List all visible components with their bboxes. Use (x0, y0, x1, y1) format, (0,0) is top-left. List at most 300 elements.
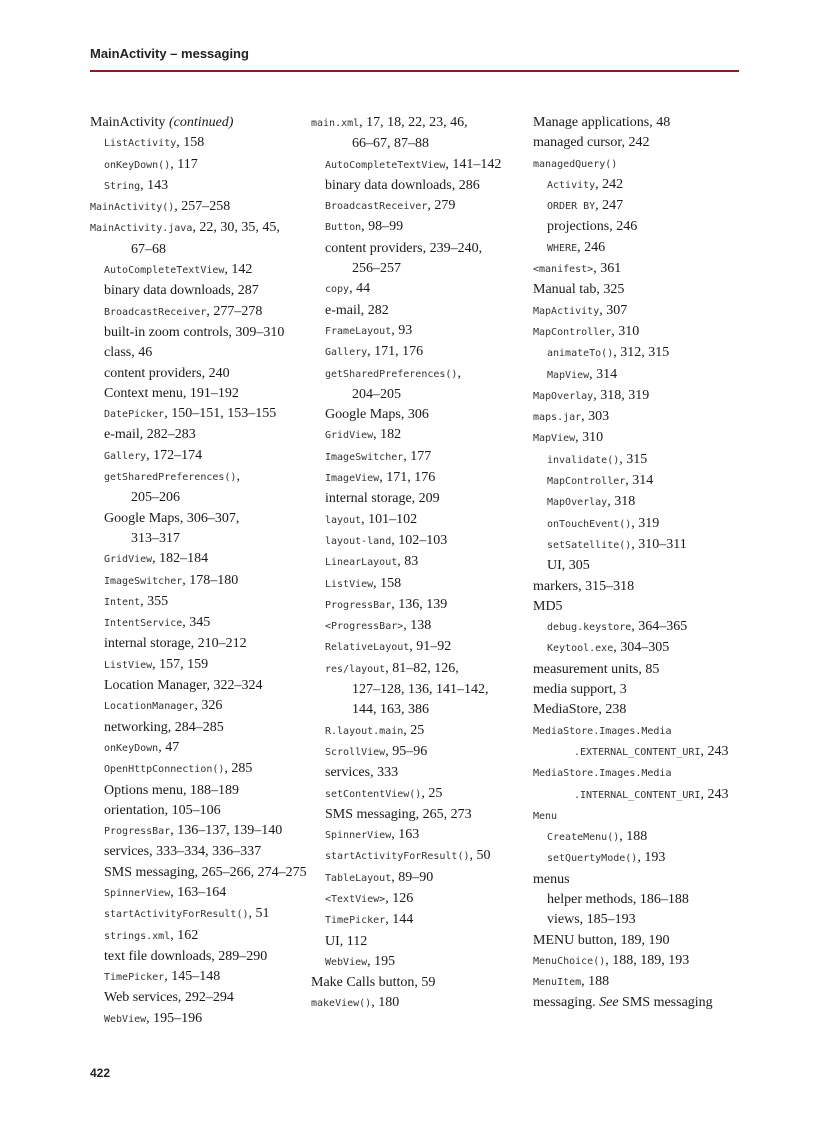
index-entry (311, 321, 531, 342)
index-entry (90, 926, 310, 947)
index-column-3 (533, 113, 739, 1014)
index-text: e-mail, 282–283 (104, 427, 196, 443)
index-entry (90, 759, 310, 780)
code-term: R.layout.main (325, 725, 404, 737)
index-entry (90, 863, 310, 883)
code-term: LocationManager (104, 701, 195, 713)
code-term: ProgressBar (104, 826, 171, 838)
code-term: AutoCompleteTextView (104, 265, 225, 277)
index-text: , 246 (577, 239, 606, 255)
index-text: SMS messaging, 265, 273 (325, 806, 472, 822)
index-text: , 25 (403, 722, 425, 738)
index-entry (311, 742, 531, 763)
index-entry (90, 947, 310, 967)
index-entry (533, 910, 739, 930)
index-text: , 314 (625, 473, 654, 489)
index-text: MainActivity (90, 115, 169, 130)
code-term: strings.xml (104, 930, 171, 942)
code-term: layout-land (325, 535, 392, 547)
index-text: , 188, 189, 193 (605, 952, 690, 968)
index-entry (311, 595, 531, 616)
index-text: , 247 (595, 198, 624, 214)
index-entry (533, 259, 739, 280)
code-term: DatePicker (104, 409, 165, 421)
index-entry (90, 1009, 310, 1030)
index-entry (311, 784, 531, 805)
index-entry (90, 509, 310, 529)
code-term: ListView (325, 578, 374, 590)
index-entry (533, 721, 739, 742)
index-text: , (236, 469, 240, 485)
code-term: res/layout (325, 663, 386, 675)
index-entry (311, 574, 531, 595)
index-entry (90, 260, 310, 281)
index-entry (311, 113, 531, 134)
code-term: <ProgressBar> (325, 621, 404, 633)
index-text: helper methods, 186–188 (547, 891, 689, 907)
index-entry (90, 529, 310, 549)
index-text: , 95–96 (385, 743, 428, 759)
code-term: animateTo() (547, 348, 614, 360)
index-text: , 242 (595, 176, 624, 192)
code-term: MediaStore.Images.Media (533, 725, 672, 737)
index-text: , 314 (589, 366, 618, 382)
index-entry (311, 155, 531, 176)
code-term: MenuItem (533, 977, 582, 989)
index-entry (533, 217, 739, 237)
index-text: , 180 (371, 995, 400, 1011)
index-entry (533, 301, 739, 322)
index-text: Manual tab, 325 (533, 282, 625, 298)
code-term: MapView (547, 369, 590, 381)
index-text: , 195–196 (146, 1010, 203, 1026)
index-entry (533, 700, 739, 720)
index-entry (90, 425, 310, 445)
index-text: , 50 (469, 848, 491, 864)
index-text: , 364–365 (631, 619, 688, 635)
index-entry (533, 638, 739, 659)
index-entry (311, 805, 531, 825)
index-entry (90, 801, 310, 821)
code-term: TimePicker (104, 972, 165, 984)
index-column-1 (90, 113, 310, 1030)
index-text: UI, 305 (547, 558, 590, 574)
index-entry (90, 738, 310, 759)
index-text: 256–257 (352, 261, 401, 277)
index-text: , 150–151, 153–155 (164, 406, 277, 422)
index-entry (311, 659, 531, 680)
code-term: MediaStore.Images.Media (533, 768, 672, 780)
index-text: menus (533, 871, 570, 887)
index-entry (533, 597, 739, 617)
index-text: , 326 (194, 698, 223, 714)
code-term: setQuertyMode() (547, 853, 638, 865)
index-text: orientation, 105–106 (104, 802, 221, 818)
index-text: MediaStore, 238 (533, 702, 627, 718)
index-entry (533, 175, 739, 196)
index-entry (311, 721, 531, 742)
index-text: , 102–103 (391, 532, 448, 548)
index-entry (311, 932, 531, 952)
index-entry (90, 488, 310, 508)
index-text: , 101–102 (361, 511, 418, 527)
index-text: , 361 (593, 261, 622, 277)
code-term: onKeyDown (104, 742, 159, 754)
index-entry (311, 405, 531, 425)
index-entry (533, 407, 739, 428)
index-entry (90, 343, 310, 363)
index-entry (311, 510, 531, 531)
index-text: , 303 (581, 409, 610, 425)
index-entry (533, 763, 739, 784)
index-text: , 162 (170, 927, 199, 943)
index-entry (90, 384, 310, 404)
index-text: media support, 3 (533, 682, 627, 698)
index-text: , 158 (373, 575, 402, 591)
code-term: BroadcastReceiver (104, 306, 207, 318)
index-entry (533, 742, 739, 763)
index-entry (311, 910, 531, 931)
code-term: getSharedPreferences() (325, 368, 458, 380)
code-term: MapView (533, 433, 576, 445)
index-entry (533, 514, 739, 535)
index-text: 67–68 (131, 241, 166, 257)
index-entry (311, 468, 531, 489)
index-text: 313–317 (131, 530, 180, 546)
index-entry (311, 489, 531, 509)
index-entry (90, 218, 310, 239)
index-text: , 47 (158, 739, 180, 755)
index-entry (90, 676, 310, 696)
code-term: onTouchEvent() (547, 518, 632, 530)
index-entry (311, 889, 531, 910)
index-entry (533, 890, 739, 910)
index-text: , 89–90 (391, 869, 434, 885)
index-entry (311, 680, 531, 700)
index-text: UI, 112 (325, 933, 368, 949)
index-text: views, 185–193 (547, 912, 636, 928)
index-entry (533, 386, 739, 407)
code-term: OpenHttpConnection() (104, 764, 225, 776)
code-term: WebView (325, 956, 368, 968)
page-number: 422 (90, 1066, 111, 1080)
index-entry (311, 279, 531, 300)
index-entry (533, 196, 739, 217)
running-head: MainActivity – messaging (90, 46, 249, 61)
code-term: MapController (547, 476, 626, 488)
index-entry (533, 535, 739, 556)
index-entry (311, 763, 531, 783)
index-entry (311, 342, 531, 363)
index-text: services, 333–334, 336–337 (104, 844, 262, 860)
index-text: , 315 (619, 451, 648, 467)
index-text: Google Maps, 306 (325, 407, 429, 423)
index-entry (90, 718, 310, 738)
index-text: , 318 (607, 494, 636, 510)
index-entry (311, 364, 531, 385)
index-entry (311, 301, 531, 321)
index-text: , 136–137, 139–140 (170, 823, 283, 839)
index-text: class, 46 (104, 345, 153, 361)
index-text: Web services, 292–294 (104, 990, 234, 1006)
index-entry (533, 343, 739, 364)
index-text: See (599, 995, 619, 1011)
index-text: , 312, 315 (613, 345, 670, 361)
index-text: , 98–99 (361, 219, 404, 235)
index-entry (311, 134, 531, 154)
index-entry (533, 450, 739, 471)
index-entry (533, 577, 739, 597)
code-term: maps.jar (533, 412, 582, 424)
index-text: Manage applications, 48 (533, 115, 671, 130)
code-term: Gallery (325, 347, 368, 359)
code-term: ListActivity (104, 138, 177, 150)
index-text: Make Calls button, 59 (311, 975, 436, 991)
index-entry (90, 281, 310, 301)
index-text: , 25 (421, 785, 443, 801)
code-term: MapOverlay (533, 390, 594, 402)
code-term: ListView (104, 659, 153, 671)
index-text: , 44 (349, 281, 371, 297)
index-entry (533, 428, 739, 449)
index-entry (311, 846, 531, 867)
code-term: ImageSwitcher (104, 575, 183, 587)
index-text: SMS messaging (618, 995, 713, 1011)
index-entry (533, 154, 739, 175)
index-entry (533, 556, 739, 576)
code-term: getSharedPreferences() (104, 472, 237, 484)
index-text: , 141–142 (445, 156, 502, 172)
index-text: Google Maps, 306–307, (104, 510, 240, 526)
index-entry (90, 904, 310, 925)
index-entry (90, 197, 310, 218)
code-term: GridView (325, 430, 374, 442)
index-text: internal storage, 209 (325, 491, 440, 507)
code-term: RelativeLayout (325, 642, 410, 654)
code-term: setSatellite() (547, 539, 632, 551)
index-text: SMS messaging, 265–266, 274–275 (104, 864, 307, 880)
index-entry (311, 868, 531, 889)
index-text: , 182–184 (152, 551, 209, 567)
code-term: GridView (104, 554, 153, 566)
index-entry (90, 821, 310, 842)
index-entry (90, 967, 310, 988)
index-entry (533, 870, 739, 890)
index-text: , 81–82, 126, (385, 660, 459, 676)
index-text: , 310 (575, 430, 604, 446)
index-text: , 51 (248, 906, 270, 922)
index-entry (90, 404, 310, 425)
header-rule (90, 70, 739, 72)
index-entry (311, 239, 531, 259)
index-text: , 277–278 (206, 303, 263, 319)
index-entry (90, 549, 310, 570)
code-term: Keytool.exe (547, 643, 614, 655)
index-text: measurement units, 85 (533, 661, 660, 677)
index-entry (533, 993, 739, 1013)
index-entry (311, 217, 531, 238)
code-term: .INTERNAL_CONTENT_URI (574, 789, 701, 801)
code-term: Intent (104, 596, 141, 608)
index-text: , 188 (581, 974, 610, 990)
index-entry (90, 696, 310, 717)
index-entry (311, 825, 531, 846)
index-text: , 143 (140, 177, 169, 193)
code-term: MapController (533, 326, 612, 338)
index-text: 144, 163, 386 (352, 702, 429, 718)
index-entry (311, 973, 531, 993)
code-term: AutoCompleteTextView (325, 159, 446, 171)
index-entry (90, 655, 310, 676)
index-entry (311, 637, 531, 658)
index-text: binary data downloads, 286 (325, 177, 480, 193)
index-text: , 83 (397, 554, 419, 570)
code-term: ProgressBar (325, 599, 392, 611)
index-entry (533, 848, 739, 869)
index-column-2 (311, 113, 531, 1015)
index-entry (533, 471, 739, 492)
index-entry (533, 951, 739, 972)
code-term: MainActivity.java (90, 223, 193, 235)
code-term: Button (325, 222, 362, 234)
index-text: markers, 315–318 (533, 578, 635, 594)
index-text: (continued) (168, 115, 234, 130)
index-entry (311, 425, 531, 446)
index-text: , 257–258 (174, 199, 231, 215)
code-term: WebView (104, 1013, 147, 1025)
index-text: , 243 (700, 786, 729, 802)
index-entry (311, 616, 531, 637)
index-entry (90, 302, 310, 323)
index-entry (311, 385, 531, 405)
code-term: MenuChoice() (533, 955, 606, 967)
index-text: , 193 (637, 850, 666, 866)
index-entry (90, 446, 310, 467)
index-text: , 310–311 (631, 536, 687, 552)
index-text: , 17, 18, 22, 23, 46, (359, 115, 468, 130)
index-entry (533, 492, 739, 513)
index-text: , 178–180 (182, 572, 239, 588)
code-term: onKeyDown() (104, 159, 171, 171)
index-text: , 144 (385, 912, 414, 928)
index-text: , 177 (403, 448, 432, 464)
index-text: , 126 (385, 890, 414, 906)
code-term: ORDER BY (547, 201, 596, 213)
index-text: , 172–174 (146, 447, 203, 463)
index-text: , 182 (373, 427, 402, 443)
index-text: projections, 246 (547, 219, 638, 235)
index-entry (311, 993, 531, 1014)
code-term: managedQuery() (533, 158, 618, 170)
index-entry (90, 883, 310, 904)
index-text: , 138 (403, 618, 432, 634)
index-text: , 307 (599, 302, 628, 318)
code-term: ScrollView (325, 746, 386, 758)
index-text: networking, 284–285 (104, 719, 224, 735)
index-entry (533, 365, 739, 386)
code-term: main.xml (311, 118, 360, 129)
index-text: , 188 (619, 829, 648, 845)
code-term: String (104, 180, 141, 192)
code-term: TimePicker (325, 915, 386, 927)
index-text: 66–67, 87–88 (352, 136, 429, 152)
index-text: , 93 (391, 322, 413, 338)
index-entry (311, 196, 531, 217)
code-term: startActivityForResult() (104, 909, 249, 921)
index-text: , 136, 139 (391, 596, 448, 612)
index-text: , 91–92 (409, 639, 452, 655)
code-term: Activity (547, 179, 596, 191)
code-term: LinearLayout (325, 557, 398, 569)
index-entry (90, 988, 310, 1008)
index-entry (533, 827, 739, 848)
index-text: e-mail, 282 (325, 302, 389, 318)
index-entry (533, 680, 739, 700)
index-entry (533, 660, 739, 680)
index-text: content providers, 239–240, (325, 240, 483, 256)
index-text: 205–206 (131, 490, 180, 506)
index-text: , 142 (224, 262, 253, 278)
index-text: content providers, 240 (104, 365, 230, 381)
index-text: , 145–148 (164, 969, 221, 985)
code-term: Gallery (104, 450, 147, 462)
index-entry (311, 552, 531, 573)
index-text: , 171, 176 (367, 344, 424, 360)
index-text: , 163 (391, 827, 420, 843)
code-term: CreateMenu() (547, 832, 620, 844)
code-term: ImageView (325, 473, 380, 485)
index-entry (311, 531, 531, 552)
code-term: layout (325, 514, 362, 526)
code-term: MainActivity() (90, 202, 175, 214)
index-entry (533, 238, 739, 259)
index-text: Options menu, 188–189 (104, 782, 239, 798)
code-term: MapActivity (533, 305, 600, 317)
index-text: , 163–164 (170, 884, 227, 900)
index-entry (90, 176, 310, 197)
code-term: BroadcastReceiver (325, 201, 428, 213)
index-text: 127–128, 136, 141–142, (352, 682, 489, 698)
index-text: text file downloads, 289–290 (104, 948, 268, 964)
code-term: .EXTERNAL_CONTENT_URI (574, 746, 701, 758)
index-text: , 117 (170, 156, 198, 172)
index-entry (90, 571, 310, 592)
index-text: , 195 (367, 953, 396, 969)
index-text: services, 333 (325, 765, 399, 781)
index-text: , 279 (427, 198, 456, 214)
index-entry (311, 700, 531, 720)
index-text: , 310 (611, 323, 640, 339)
index-text: , 345 (182, 615, 211, 631)
index-entry (533, 617, 739, 638)
index-entry (90, 113, 310, 133)
index-text: , 243 (700, 743, 729, 759)
code-term: SpinnerView (325, 830, 392, 842)
index-entry (90, 467, 310, 488)
index-text: Context menu, 191–192 (104, 385, 239, 401)
index-text: , 157, 159 (152, 656, 209, 672)
index-text: messaging. (533, 995, 600, 1011)
index-text: , 158 (176, 135, 205, 151)
code-term: ImageSwitcher (325, 451, 404, 463)
index-text: binary data downloads, 287 (104, 283, 259, 299)
index-entry (90, 842, 310, 862)
index-entry (90, 240, 310, 260)
index-entry (311, 952, 531, 973)
code-term: IntentService (104, 618, 183, 630)
index-text: , 22, 30, 35, 45, (192, 220, 280, 236)
index-text: , 304–305 (613, 640, 670, 656)
